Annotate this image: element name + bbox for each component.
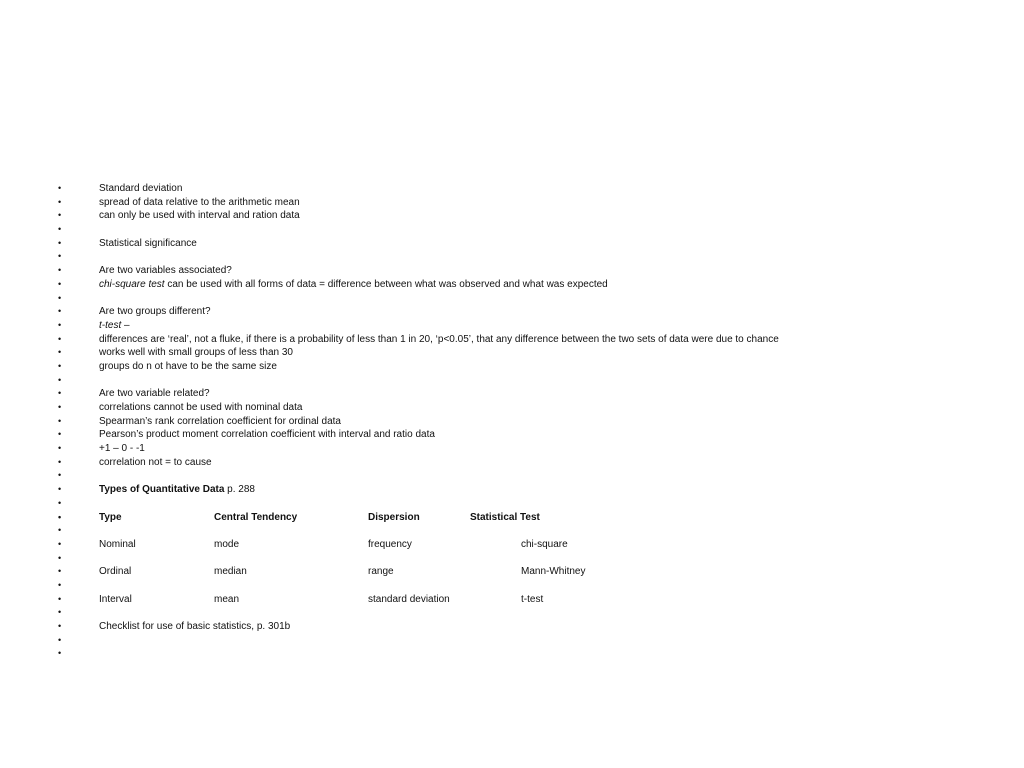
table-header-cell: Type [99,511,122,523]
list-item [58,196,958,210]
list-item [58,264,958,278]
list-item [58,237,958,251]
table-row [58,538,958,552]
bullet-marker: • [58,183,62,193]
bullet-marker: • [58,251,62,262]
bullet-marker: • [58,634,62,645]
bullet-marker: • [58,470,62,481]
bullet-marker: • [58,278,62,289]
item-text: can only be used with interval and ration data [99,210,300,222]
item-text: Checklist for use of basic statistics, p. 301b [99,621,291,632]
item-text: Pearson’s product moment correlation coefficient with interval and ratio data [99,429,435,441]
item-text: Are two groups different? [99,306,211,318]
bullet-list [58,182,958,661]
list-item [58,209,958,223]
list-item [58,456,958,470]
list-item [58,319,958,333]
bullet-marker: • [58,607,62,618]
table-cell: standard deviation [368,593,450,605]
list-item [58,182,958,196]
bullet-marker: • [58,388,62,399]
bullet-marker: • [58,333,62,344]
bullet-marker: • [58,538,62,549]
table-cell: Ordinal [99,566,132,578]
table-cell: Interval [99,593,132,605]
list-item [58,333,958,347]
bullet-marker: • [58,347,62,358]
list-item-empty [58,223,958,237]
list-item-empty [58,374,958,388]
list-item [58,305,958,319]
table-header-cell: Dispersion [368,511,420,523]
bullet-marker: • [58,443,62,454]
list-item-empty [58,469,958,483]
section-heading [99,483,255,497]
bullet-marker: • [58,429,62,440]
list-item [58,387,958,401]
list-item [58,442,958,456]
bullet-marker: • [58,579,62,590]
bullet-marker: • [58,374,62,385]
bullet-marker: • [58,484,62,495]
item-text: Are two variables associated? [99,265,232,277]
table-cell: frequency [368,538,412,550]
list-item [58,483,958,497]
table-header-cell: Statistical Test [470,511,540,523]
bullet-marker: • [58,306,62,317]
item-text: spread of data relative to the arithmetic mean [99,196,300,208]
list-item-empty [58,579,958,593]
table-cell: t-test [521,593,544,605]
table-cell: range [368,566,394,578]
bullet-marker: • [58,621,62,631]
table-cell: Mann-Whitney [521,566,586,578]
bullet-marker: • [58,210,62,221]
bullet-marker: • [58,237,62,248]
item-text: Statistical significance [99,237,197,249]
bullet-marker: • [58,593,62,604]
bullet-marker: • [58,552,62,563]
list-item [58,415,958,429]
list-item [58,620,958,634]
list-item-empty [58,647,958,661]
bullet-marker: • [58,456,62,467]
page-reference: p. 288 [224,484,255,496]
list-item-empty [58,497,958,511]
table-cell: mean [214,593,240,605]
table-cell: Nominal [99,538,136,550]
bullet-marker: • [58,525,62,536]
bullet-marker: • [58,511,62,522]
item-text: correlations cannot be used with nominal data [99,402,303,413]
term-t-test: t-test [99,319,122,331]
bullet-marker: • [58,292,62,303]
item-text: correlation not = to cause [99,456,212,468]
item-text: Are two variable related? [99,388,210,400]
table-row [58,565,958,579]
bullet-marker: • [58,566,62,577]
item-text [99,278,608,292]
list-item-empty [58,552,958,566]
bullet-marker: • [58,415,62,426]
table-cell: mode [214,538,240,550]
bullet-marker: • [58,402,62,412]
bullet-marker: • [58,497,62,508]
table-cell: median [214,566,247,578]
item-text: works well with small groups of less than 30 [99,347,293,359]
list-item [58,401,958,415]
list-item [58,428,958,442]
list-item-empty [58,634,958,648]
table-row [58,593,958,607]
table-header-row [58,511,958,525]
list-item [58,360,958,374]
bullet-marker: • [58,224,62,235]
bullet-marker: • [58,648,62,659]
list-item [58,278,958,292]
list-item-empty [58,250,958,264]
item-text: differences are ‘real’, not a fluke, if there is a probability of less than 1 in 20, ‘p<0.05’, that any difference between the two sets of data were due to chance [99,333,779,345]
item-text: Standard deviation [99,183,183,194]
bullet-marker: • [58,265,62,276]
list-item-empty [58,292,958,306]
term-chi-square: chi-square test [99,278,165,290]
bullet-marker: • [58,360,62,371]
bullet-marker: • [58,196,62,207]
list-item-empty [58,524,958,538]
item-text: groups do n ot have to be the same size [99,360,277,372]
item-text: Spearman’s rank correlation coefficient for ordinal data [99,415,341,427]
table-cell: chi-square [521,538,568,550]
list-item [58,346,958,360]
bullet-marker: • [58,319,62,330]
term-description: can be used with all forms of data = difference between what was observed and what was expected [164,278,608,290]
term-dash: – [121,319,130,331]
item-text: +1 – 0 - -1 [99,443,145,455]
list-item-empty [58,606,958,620]
table-header-cell: Central Tendency [214,511,298,523]
heading-bold: Types of Quantitative Data [99,484,225,496]
item-text [99,319,130,333]
